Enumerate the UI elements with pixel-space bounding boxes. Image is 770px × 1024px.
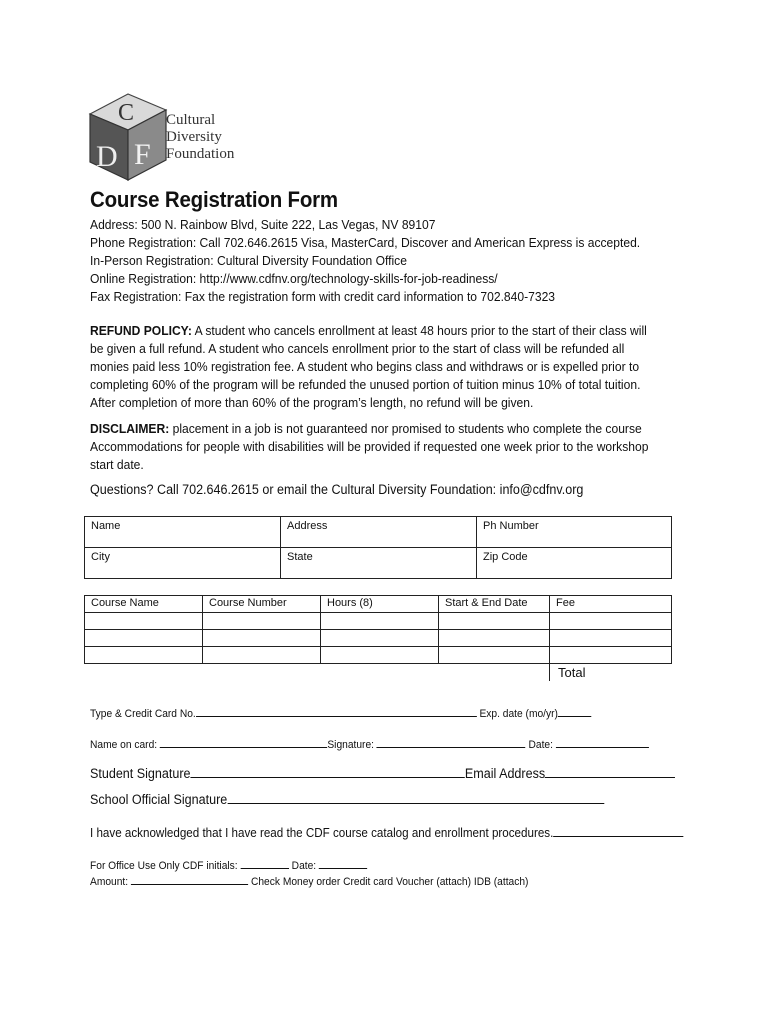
course-cell[interactable] [550,613,672,630]
course-cell[interactable] [85,630,203,647]
student-signature-field[interactable] [191,766,465,778]
column-header: Fee [550,596,672,613]
card-date-field[interactable] [556,736,649,748]
table-row [85,664,672,682]
date-label: Date: [528,739,553,751]
disclaimer-text: Accommodations for people with disabilities will be provided if requested one week prior to the workshop [90,439,649,454]
column-header: Course Number [203,596,321,613]
email-label: Email Address [464,766,546,781]
logo-letter-c: C [118,100,135,126]
office-date-field[interactable] [319,857,367,869]
student-info-table [84,516,672,579]
page-title: Course Registration Form [90,187,338,212]
card-signature-field[interactable] [377,736,526,748]
card-number-field[interactable] [196,705,477,717]
column-header: Start & End Date [439,596,550,613]
refund-text: completing 60% of the program will be refunded the unused portion of tuition minus 10% of total tuition. [90,377,641,392]
logo-line: Cultural [166,112,216,128]
refund-policy [90,322,648,412]
card-number-row [90,705,591,720]
card-type-label: Type & Credit Card No. [90,708,196,720]
name-on-card-field[interactable] [160,736,327,748]
amount-field[interactable] [131,873,248,885]
course-cell[interactable] [85,613,203,630]
student-signature-label: Student Signature [90,766,191,781]
student-signature-row [90,766,675,781]
state-field[interactable]: State [281,548,477,579]
zip-field[interactable]: Zip Code [477,548,672,579]
course-cell[interactable] [321,630,439,647]
in-person-line: In-Person Registration: Cultural Diversity Foundation Office [90,253,407,268]
acknowledgement-row [90,825,684,840]
payment-methods: Check Money order Credit card Voucher (attach) IDB (attach) [250,876,529,888]
email-field[interactable] [545,766,675,778]
course-cell[interactable] [203,630,321,647]
logo-line: Diversity [166,129,222,145]
online-line: Online Registration: http://www.cdfnv.org/technology-skills-for-job-readiness/ [90,271,498,286]
name-on-card-row [90,736,649,751]
fax-line: Fax Registration: Fax the registration form with credit card information to 702.840-7323 [90,289,556,304]
column-header: Course Name [85,596,203,613]
course-cell[interactable] [203,613,321,630]
phone-field[interactable]: Ph Number [477,517,672,548]
city-field[interactable]: City [85,548,281,579]
amount-label: Amount: [90,876,129,888]
course-cell[interactable] [550,630,672,647]
logo-letter-d: D [96,140,118,173]
logo-line: Foundation [166,146,235,162]
course-cell[interactable] [321,647,439,664]
disclaimer-text: start date. [90,457,144,472]
questions-line: Questions? Call 702.646.2615 or email the Cultural Diversity Foundation: info@cdfnv.org [90,482,584,497]
acknowledgement-text: I have acknowledged that I have read the CDF course catalog and enrollment procedures. [90,826,554,840]
official-signature-label: School Official Signature [90,792,228,807]
phone-line: Phone Registration: Call 702.646.2615 Visa, MasterCard, Discover and American Express is accepted. [90,235,641,250]
disclaimer-text: placement in a job is not guaranteed nor promised to students who complete the course [169,421,642,436]
table-row [85,630,672,647]
course-table [84,595,672,681]
total-label: Total [558,665,586,680]
table-row [85,647,672,664]
signature-label: Signature: [327,739,374,751]
disclaimer [90,420,648,474]
course-cell[interactable] [85,647,203,664]
refund-text: monies paid less 10% registration fee. A student who begins class and withdraws or is expelled prior to [90,359,640,374]
logo-letter-f: F [134,138,151,171]
official-signature-field[interactable] [227,792,604,804]
office-date-label: Date: [291,860,317,872]
acknowledgement-field[interactable] [553,825,683,837]
course-cell[interactable] [550,647,672,664]
course-cell[interactable] [203,647,321,664]
course-cell[interactable] [321,613,439,630]
office-amount-row [90,873,528,888]
official-signature-row [90,792,604,807]
exp-date-label: Exp. date (mo/yr) [479,708,558,720]
office-initials-field[interactable] [240,857,288,869]
refund-text: After completion of more than 60% of the program’s length, no refund will be given. [90,395,534,410]
column-header: Hours (8) [321,596,439,613]
course-cell[interactable] [439,647,550,664]
name-field[interactable]: Name [85,517,281,548]
disclaimer-label: DISCLAIMER: [90,421,170,436]
table-row [85,596,672,613]
course-cell[interactable] [439,630,550,647]
office-initials-label: For Office Use Only CDF initials: [90,860,238,872]
address-field[interactable]: Address [281,517,477,548]
table-row [85,613,672,630]
contact-info [90,216,648,306]
name-on-card-label: Name on card: [90,739,158,751]
course-cell[interactable] [439,613,550,630]
refund-text: A student who cancels enrollment at least 48 hours prior to the start of their class will [191,323,647,338]
refund-label: REFUND POLICY: [90,323,192,338]
exp-date-field[interactable] [558,705,591,717]
logo-wordmark [166,112,234,163]
address-line: Address: 500 N. Rainbow Blvd, Suite 222, Las Vegas, NV 89107 [90,217,436,232]
office-use-row [90,857,367,872]
refund-text: be given a full refund. A student who cancels enrollment prior to the start of class will be refunded all [90,341,625,356]
